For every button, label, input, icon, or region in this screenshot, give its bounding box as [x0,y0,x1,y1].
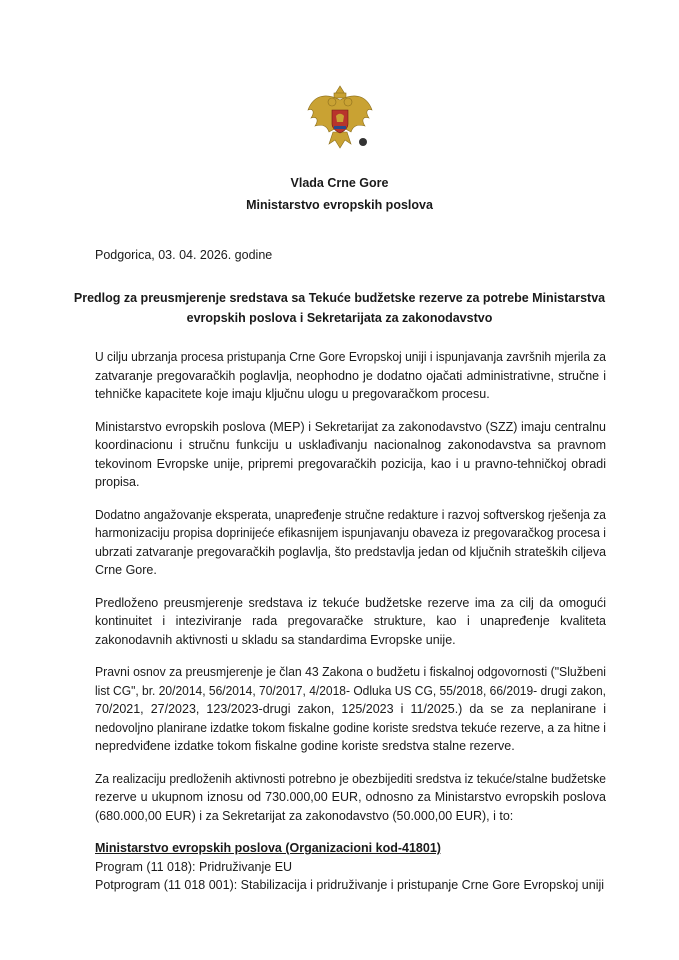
paragraph-line: nedovoljno planirane izdatke tokom fiskalne godine koriste sredstva tekuće rezerve, a za hitne i [95,720,606,735]
document-title-line-2: evropskih poslova i Sekretarijata za zakonodavstvo [186,311,493,325]
paragraph [95,348,606,404]
paragraph-line: tehničke kapacitete koje imaju ključnu ulogu u pregovaračkom procesu. [95,387,490,401]
paragraph [95,506,606,580]
paragraph-line: Dodatno angažovanje eksperata, unapređenje stručne redakture i razvoj softverskog rješenja za [95,507,606,522]
paragraph-line: (680.000,00 EUR) i za Sekretarijat za zakonodavstvo (50.000,00 EUR), i to: [95,808,514,823]
government-name: Vlada Crne Gore [290,176,389,190]
date-line [95,246,606,265]
paragraph [95,770,606,826]
date-text: Podgorica, 03. 04. 2026. godine [95,248,273,262]
paragraph-line: zatvaranje pregovaračkih poglavlja, neophodno je dodatno ojačati administrativne, stručne i [95,368,606,383]
paragraph-line: Predloženo preusmjerenje sredstava iz tekuće budžetske rezerve ima za cilj da omogući [95,595,606,610]
subprogram-line: Potprogram (11 018 001): Stabilizacija i pridruživanje i pristupanje Crne Gore Evropskoj uniji [95,878,605,892]
ministry-name: Ministarstvo evropskih poslova [246,198,433,212]
paragraph-line: nepredviđene izdatke tokom fiskalne godine koriste sredstva stalne rezerve. [95,739,515,753]
paragraph-line: zakonodavnih aktivnosti u skladu sa standardima Evropske unije. [95,632,456,647]
paragraph-line: harmonizaciju propisa doprinijeće efikasnijem ispunjavanju obaveza iz pregovaračkog procesa i [95,526,606,540]
paragraph [95,418,606,492]
budget-section [95,839,606,895]
paragraph-line: Za realizaciju predloženih aktivnosti potrebno je obezbijediti sredstva iz tekuće/stalne budžetske [95,771,606,786]
paragraph-line: koordinacionu i stručnu funkciju u usklađivanju nacionalnog zakonodavstva sa pravnom [95,438,606,452]
paragraph-line: Crne Gore. [95,563,157,577]
paragraph-line: ubrzati zatvaranje pregovaračkih poglavlja, što predstavlja jedan od ključnih strateških ciljeva [95,544,606,559]
paragraph [95,663,606,756]
paragraph-line: kontinuitet i inteziviranje rada pregovaračke strukture, kao i unapređenje kvaliteta [95,614,606,628]
paragraph-line: U cilju ubrzanja procesa pristupanja Crne Gore Evropskoj uniji i ispunjavanja završnih mjerila za [95,350,606,364]
paragraph-line: tekovinom Evropske unije, pripremi pregovaračkih pozicija, kao i u pravno-tehničkoj obradi [95,456,606,471]
coat-of-arms-emblem [305,82,375,154]
document-title-line-1: Predlog za preusmjerenje sredstava sa Tekuće budžetske rezerve za potrebe Ministarstva [73,291,606,305]
program-line: Program (11 018): Pridruživanje EU [95,859,293,874]
paragraph-line: rezerve u ukupnom iznosu od 730.000,00 EUR, odnosno za Ministarstvo evropskih poslova [95,790,606,804]
paragraph [95,594,606,650]
paragraph-line: Pravni osnov za preusmjerenje je član 43 Zakona o budžetu i fiskalnoj odgovornosti ("Službeni [95,665,606,679]
section-heading: Ministarstvo evropskih poslova (Organizacioni kod-41801) [95,841,441,855]
paragraph-line: Ministarstvo evropskih poslova (MEP) i Sekretarijat za zakonodavstvo (SZZ) imaju centralnu [95,419,606,434]
paragraph-line: 70/2021, 27/2023, 123/2023-drugi zakon, 125/2023 i 11/2025.) da se za neplanirane i [95,702,606,716]
paragraph-line: propisa. [95,475,140,489]
document-body [95,348,606,909]
paragraph-line: list CG", br. 20/2014, 56/2014, 70/2017, 4/2018- Odluka US CG, 55/2018, 66/2019- drugi zakon, [95,683,606,698]
